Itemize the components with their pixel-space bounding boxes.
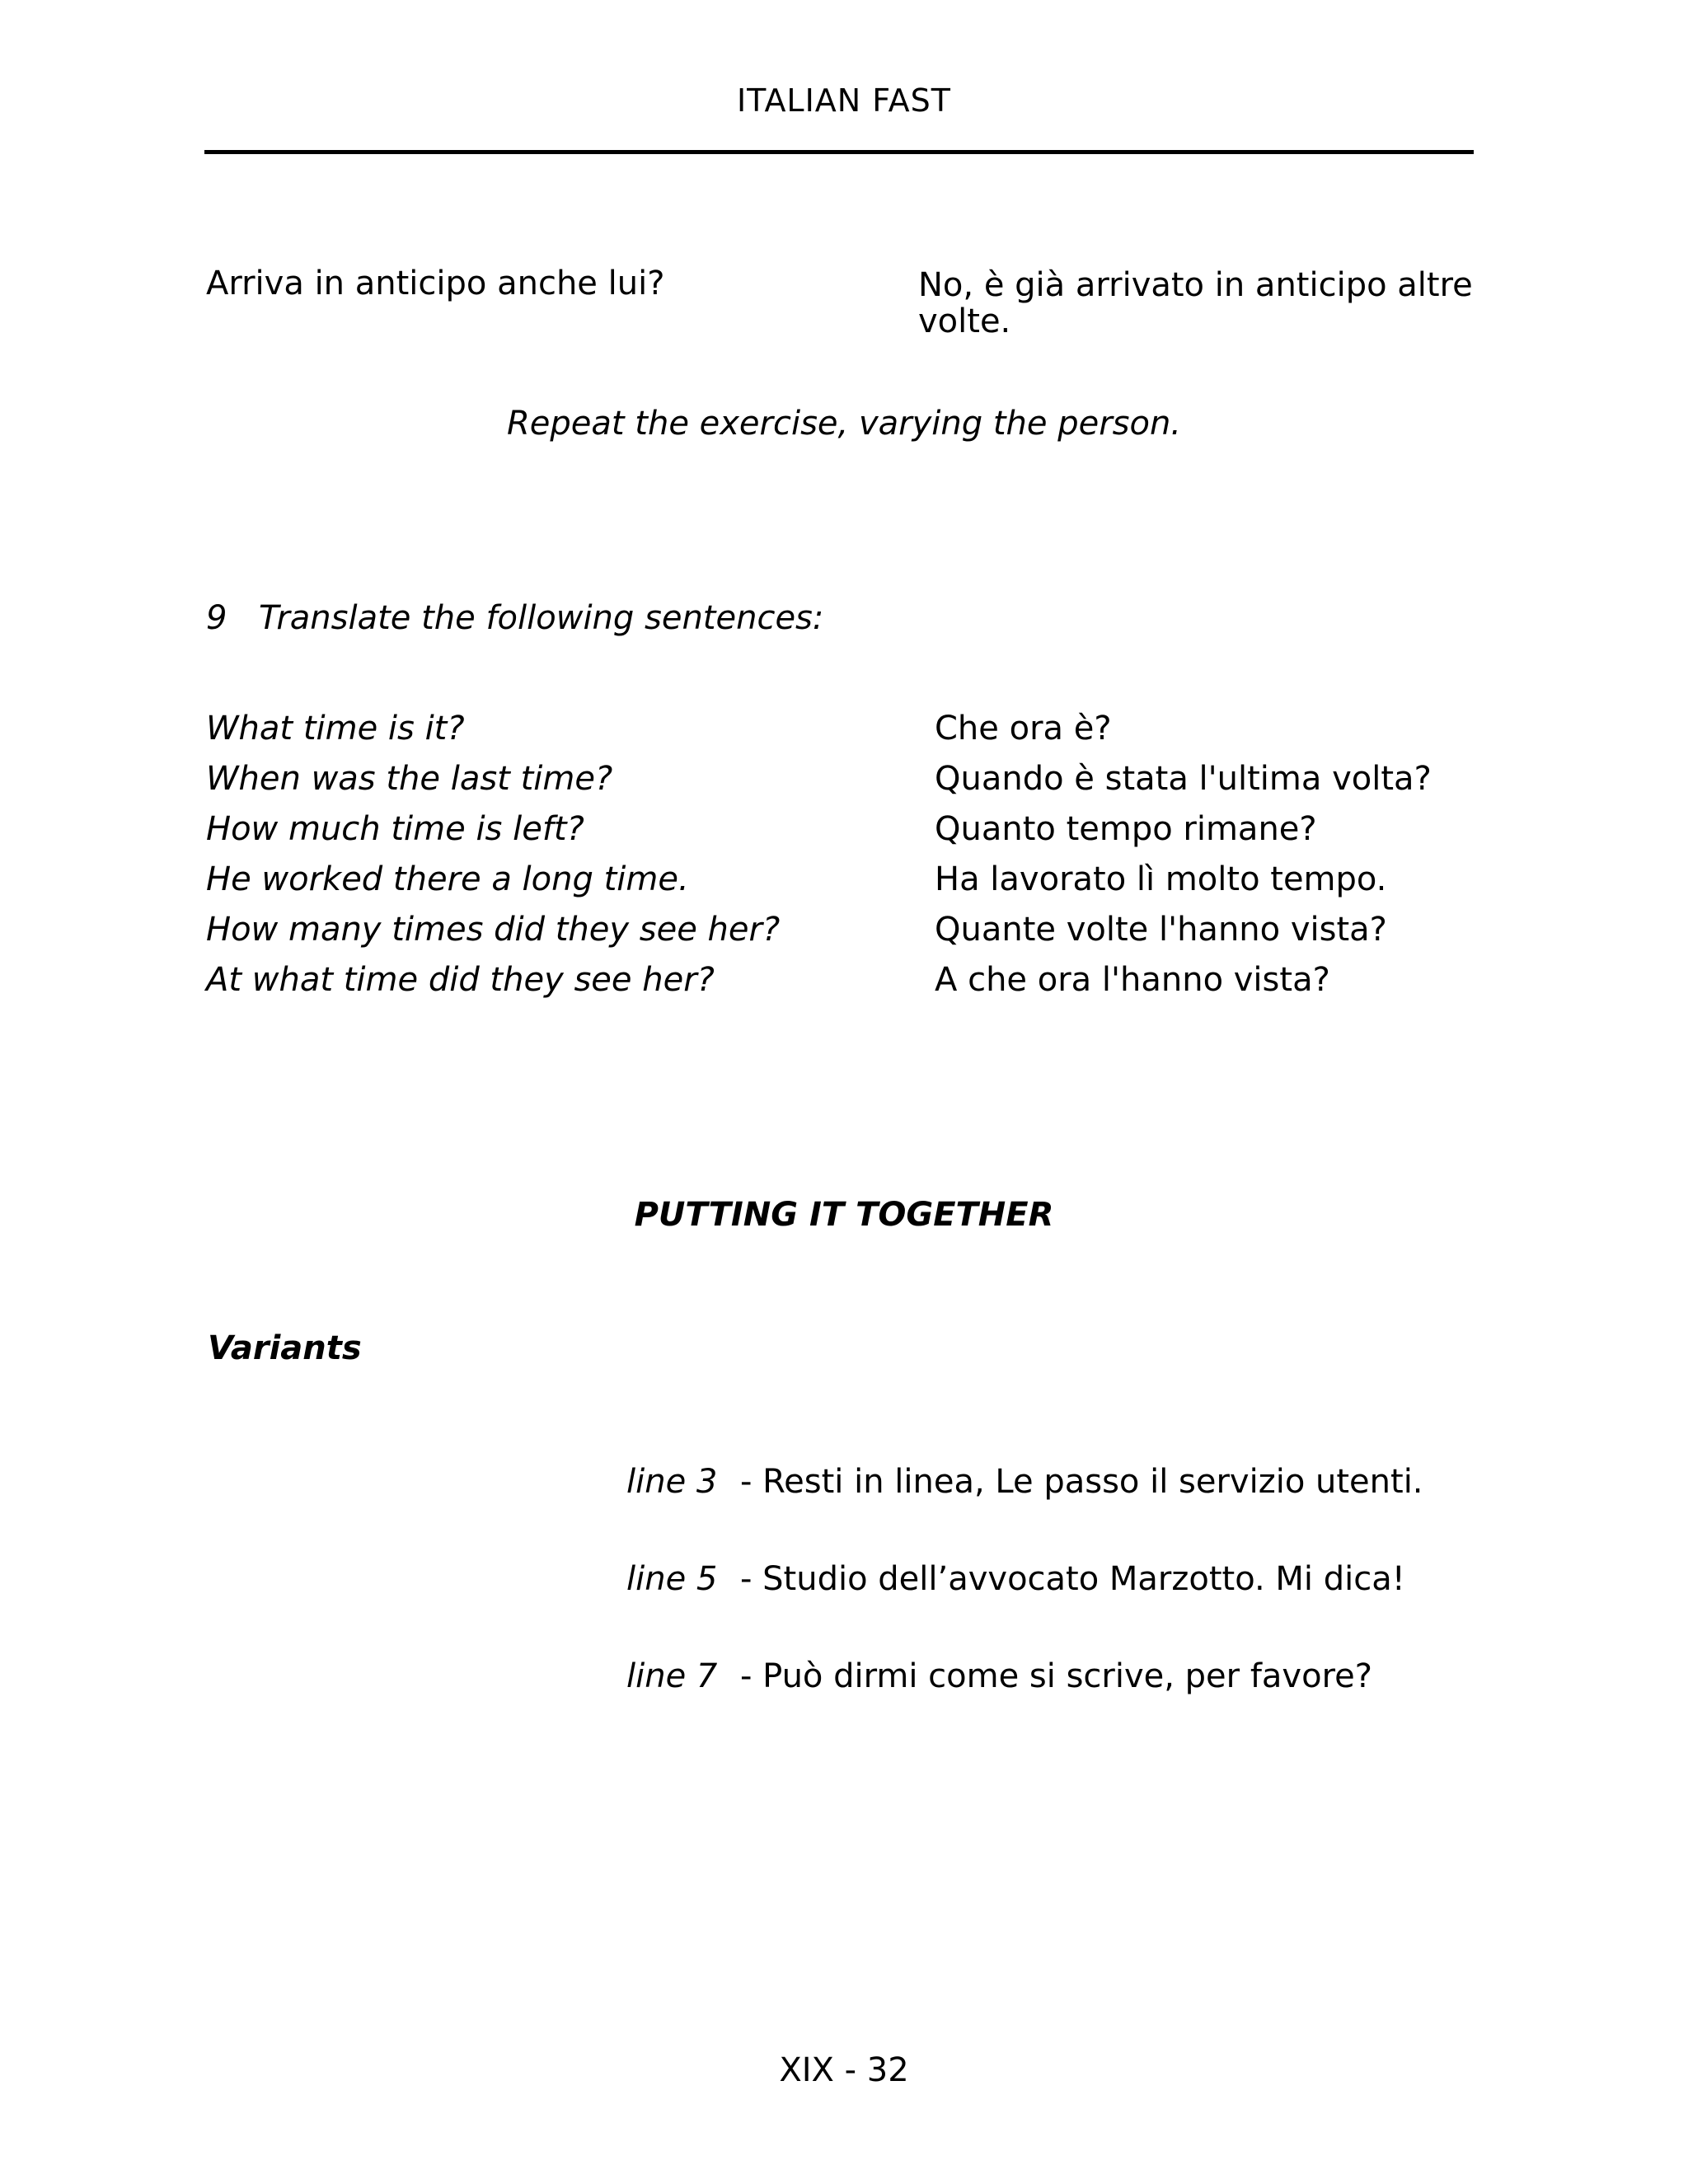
- english-sentence-list: [206, 704, 780, 1005]
- english-sentence: How many times did they see her?: [206, 911, 781, 949]
- variant-line-label: line 5: [626, 1560, 718, 1598]
- english-sentence: At what time did they see her?: [206, 961, 715, 999]
- page-number: XIX - 32: [779, 2051, 909, 2089]
- variant-line-text: - Studio dell’avvocato Marzotto. Mi dica!: [740, 1560, 1405, 1598]
- italian-translation: Ha lavorato lì molto tempo.: [935, 860, 1387, 898]
- running-header: ITALIAN FAST: [736, 82, 952, 119]
- italian-translation: Quando è stata l'ultima volta?: [935, 760, 1432, 798]
- italian-translation: Che ora è?: [935, 710, 1112, 748]
- exercise-question: Arriva in anticipo anche lui?: [206, 265, 665, 302]
- putting-together-heading: PUTTING IT TOGETHER: [634, 1196, 1054, 1234]
- variant-line: [626, 1658, 1372, 1694]
- english-sentence: What time is it?: [206, 710, 465, 748]
- section-9-heading: [206, 600, 823, 636]
- variant-line-text: - Resti in linea, Le passo il servizio utenti.: [740, 1463, 1423, 1501]
- section-number: 9: [206, 599, 227, 637]
- variant-line-text: - Può dirmi come si scrive, per favore?: [740, 1657, 1372, 1695]
- variant-line-label: line 3: [626, 1463, 718, 1501]
- exercise-answer: No, è già arrivato in anticipo altre volte.: [918, 266, 1473, 340]
- exercise-instruction: Repeat the exercise, varying the person.: [506, 405, 1182, 443]
- variants-subheading: Variants: [208, 1329, 362, 1367]
- section-title: Translate the following sentences:: [259, 599, 824, 637]
- variant-line-label: line 7: [626, 1657, 718, 1695]
- italian-translation: A che ora l'hanno vista?: [935, 961, 1330, 999]
- variant-line: [626, 1464, 1423, 1500]
- english-sentence: How much time is left?: [206, 810, 584, 848]
- variant-line: [626, 1561, 1405, 1597]
- header-divider: [204, 150, 1474, 154]
- english-sentence: When was the last time?: [206, 760, 613, 798]
- english-sentence: He worked there a long time.: [206, 860, 689, 898]
- italian-translation-list: [935, 704, 1432, 1005]
- italian-translation: Quanto tempo rimane?: [935, 810, 1317, 848]
- italian-translation: Quante volte l'hanno vista?: [935, 911, 1387, 949]
